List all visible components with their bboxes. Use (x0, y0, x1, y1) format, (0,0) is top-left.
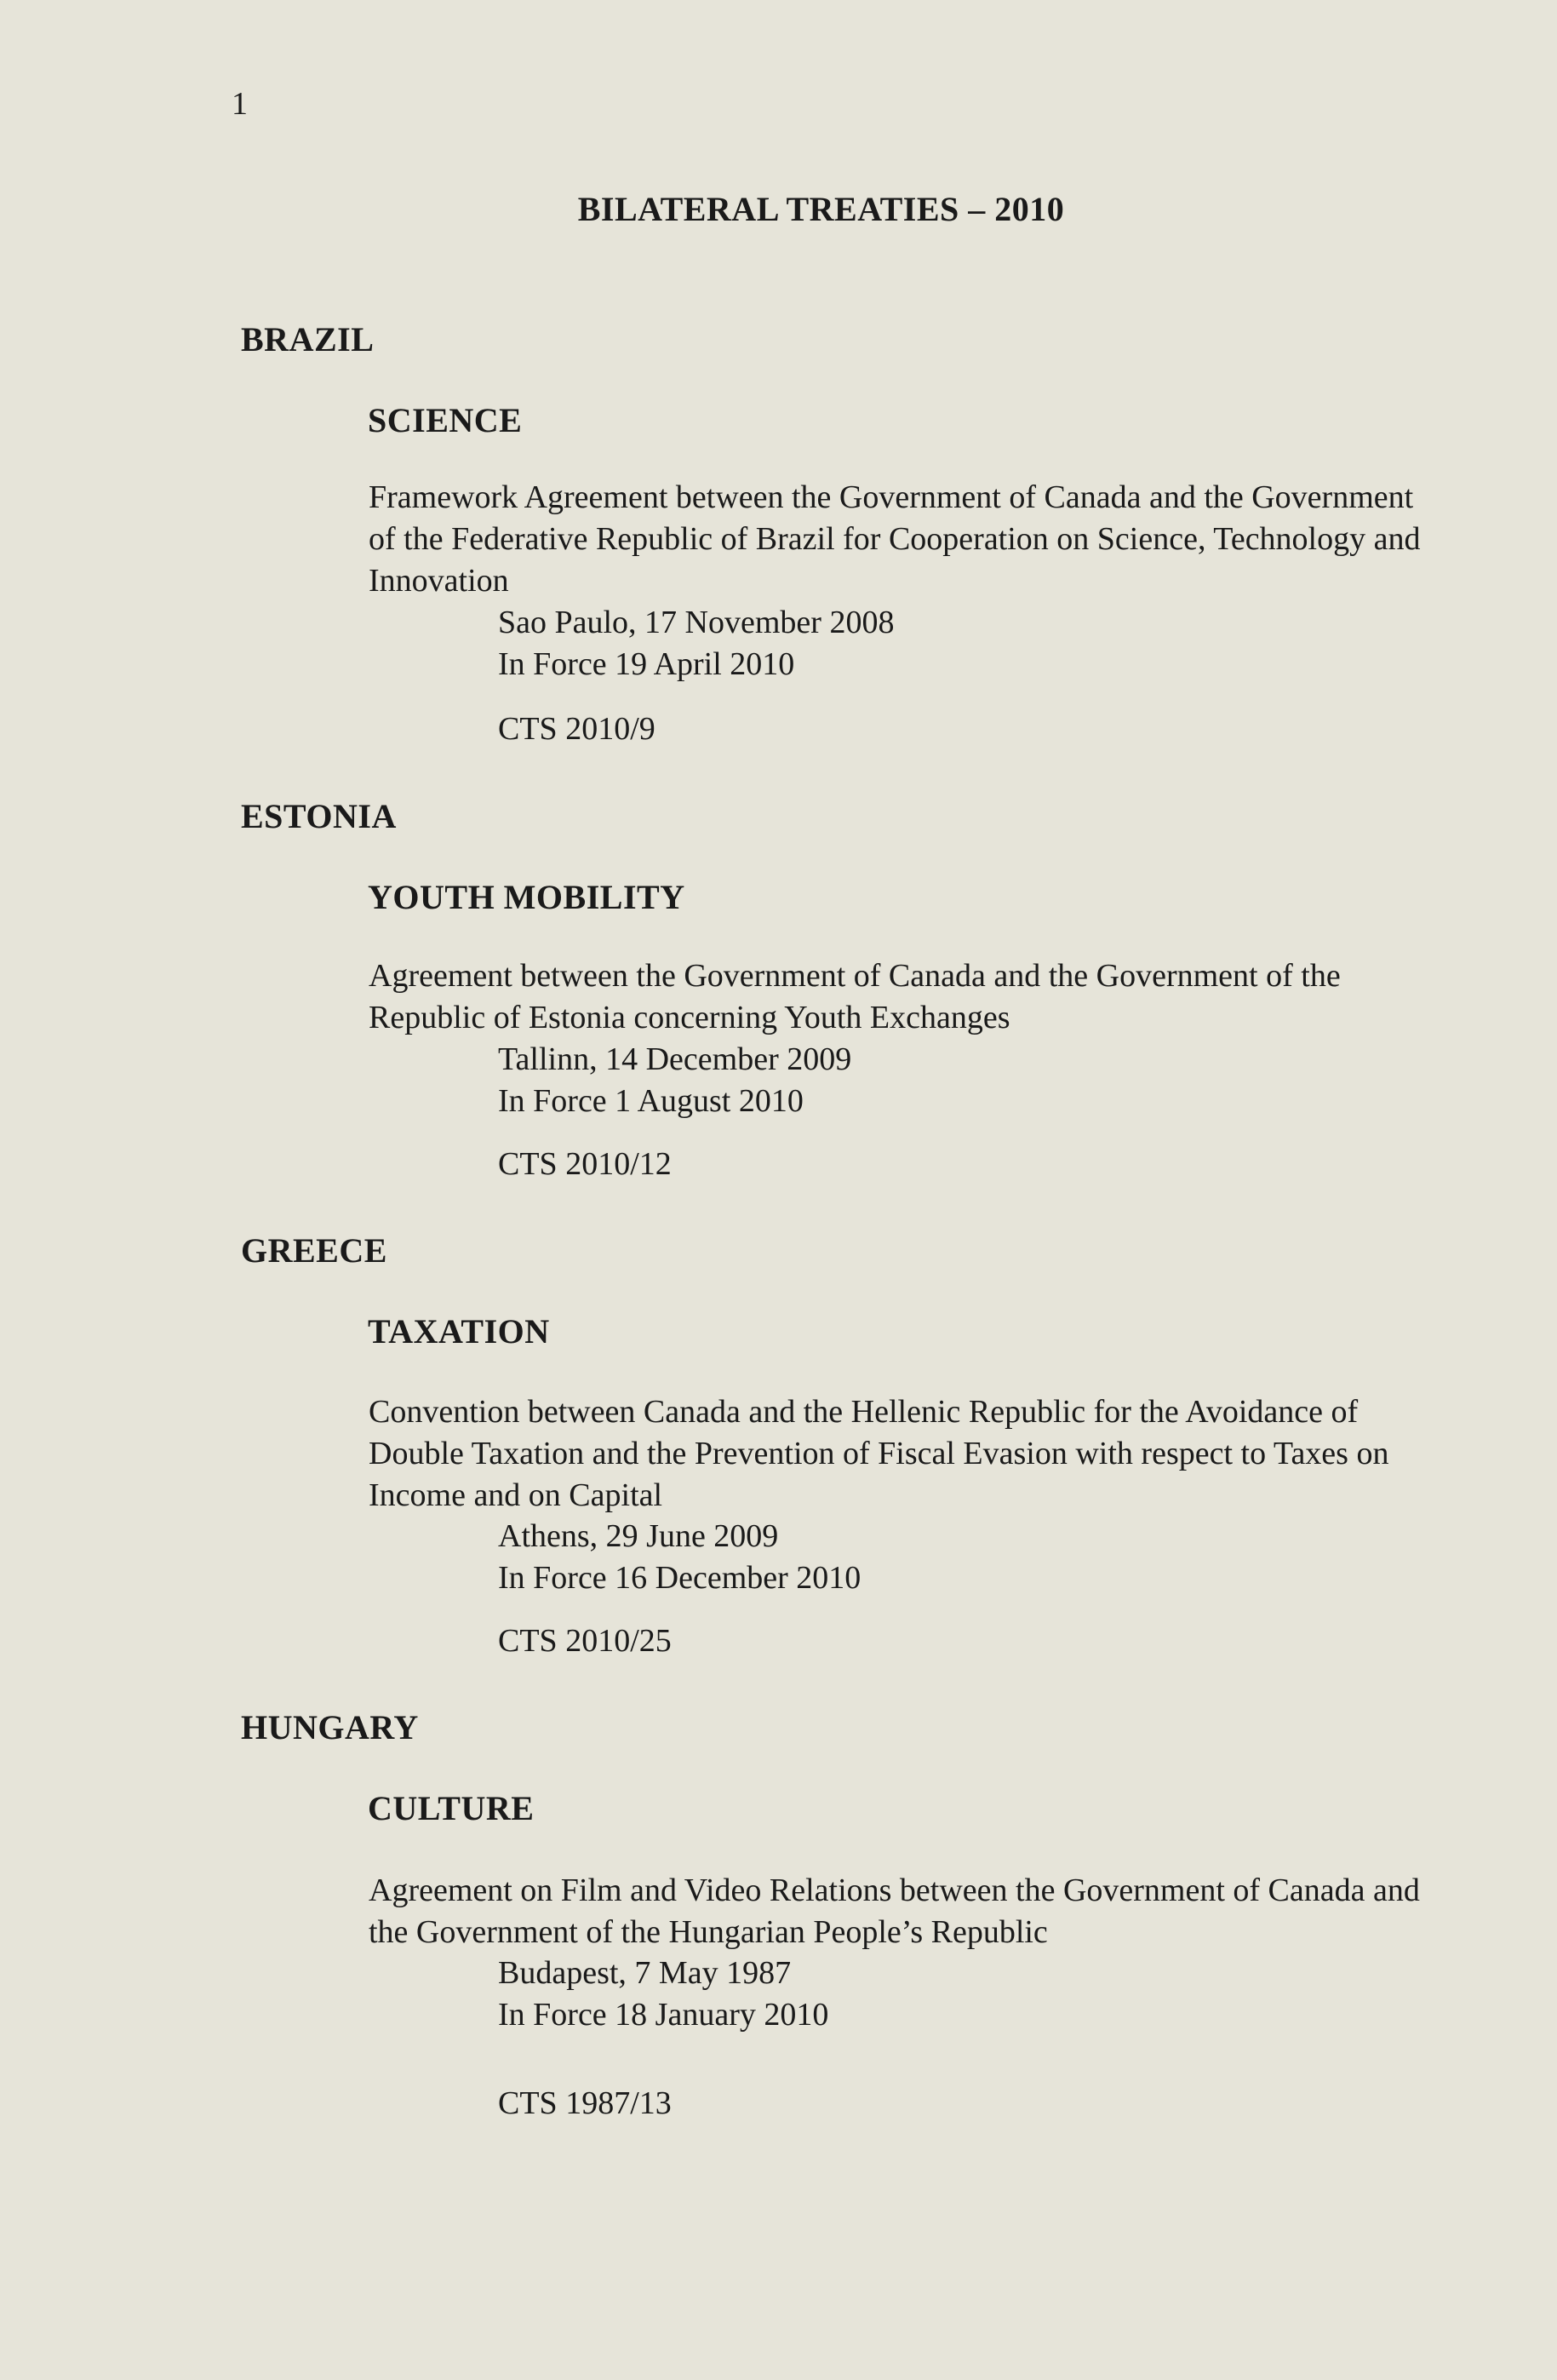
country-heading-hungary: HUNGARY (241, 1708, 419, 1746)
country-heading-estonia: ESTONIA (241, 797, 397, 835)
treaty-signed-brazil: Sao Paulo, 17 November 2008 (498, 605, 895, 640)
subject-heading-taxation: TAXATION (368, 1312, 550, 1351)
treaty-description-estonia: Agreement between the Government of Canada and the Government of the Republic of Estonia concerning Youth Exchanges (369, 958, 1341, 1035)
treaty-signed-estonia: Tallinn, 14 December 2009 (498, 1041, 852, 1077)
treaty-description-brazil: Framework Agreement between the Government of Canada and the Government of the Federative Republic of Brazil for Cooperation on Science, Technology and Innovation (369, 479, 1421, 599)
treaty-signed-greece: Athens, 29 June 2009 (498, 1518, 779, 1554)
subject-heading-youth-mobility: YOUTH MOBILITY (368, 878, 685, 916)
country-heading-brazil: BRAZIL (241, 320, 375, 358)
subject-heading-science: SCIENCE (368, 401, 523, 439)
treaty-cts-brazil: CTS 2010/9 (498, 711, 655, 747)
treaty-in-force-estonia: In Force 1 August 2010 (498, 1083, 804, 1119)
treaty-cts-greece: CTS 2010/25 (498, 1623, 672, 1659)
treaty-in-force-greece: In Force 16 December 2010 (498, 1560, 862, 1596)
treaty-in-force-brazil: In Force 19 April 2010 (498, 646, 795, 682)
document-title: BILATERAL TREATIES – 2010 (577, 190, 1065, 228)
page-number: 1 (232, 86, 248, 122)
treaty-signed-hungary: Budapest, 7 May 1987 (498, 1955, 792, 1991)
country-heading-greece: GREECE (241, 1231, 387, 1270)
treaty-description-greece: Convention between Canada and the Hellenic Republic for the Avoidance of Double Taxation and the Prevention of Fiscal Evasion with respect to Taxes on Income and on Capital (369, 1394, 1389, 1513)
subject-heading-culture: CULTURE (368, 1789, 535, 1827)
treaty-cts-estonia: CTS 2010/12 (498, 1146, 672, 1182)
treaty-cts-hungary: CTS 1987/13 (498, 2085, 672, 2121)
treaty-description-hungary: Agreement on Film and Video Relations between the Government of Canada and the Government of the Hungarian People’s Republic (369, 1872, 1420, 1950)
treaty-in-force-hungary: In Force 18 January 2010 (498, 1997, 829, 2033)
